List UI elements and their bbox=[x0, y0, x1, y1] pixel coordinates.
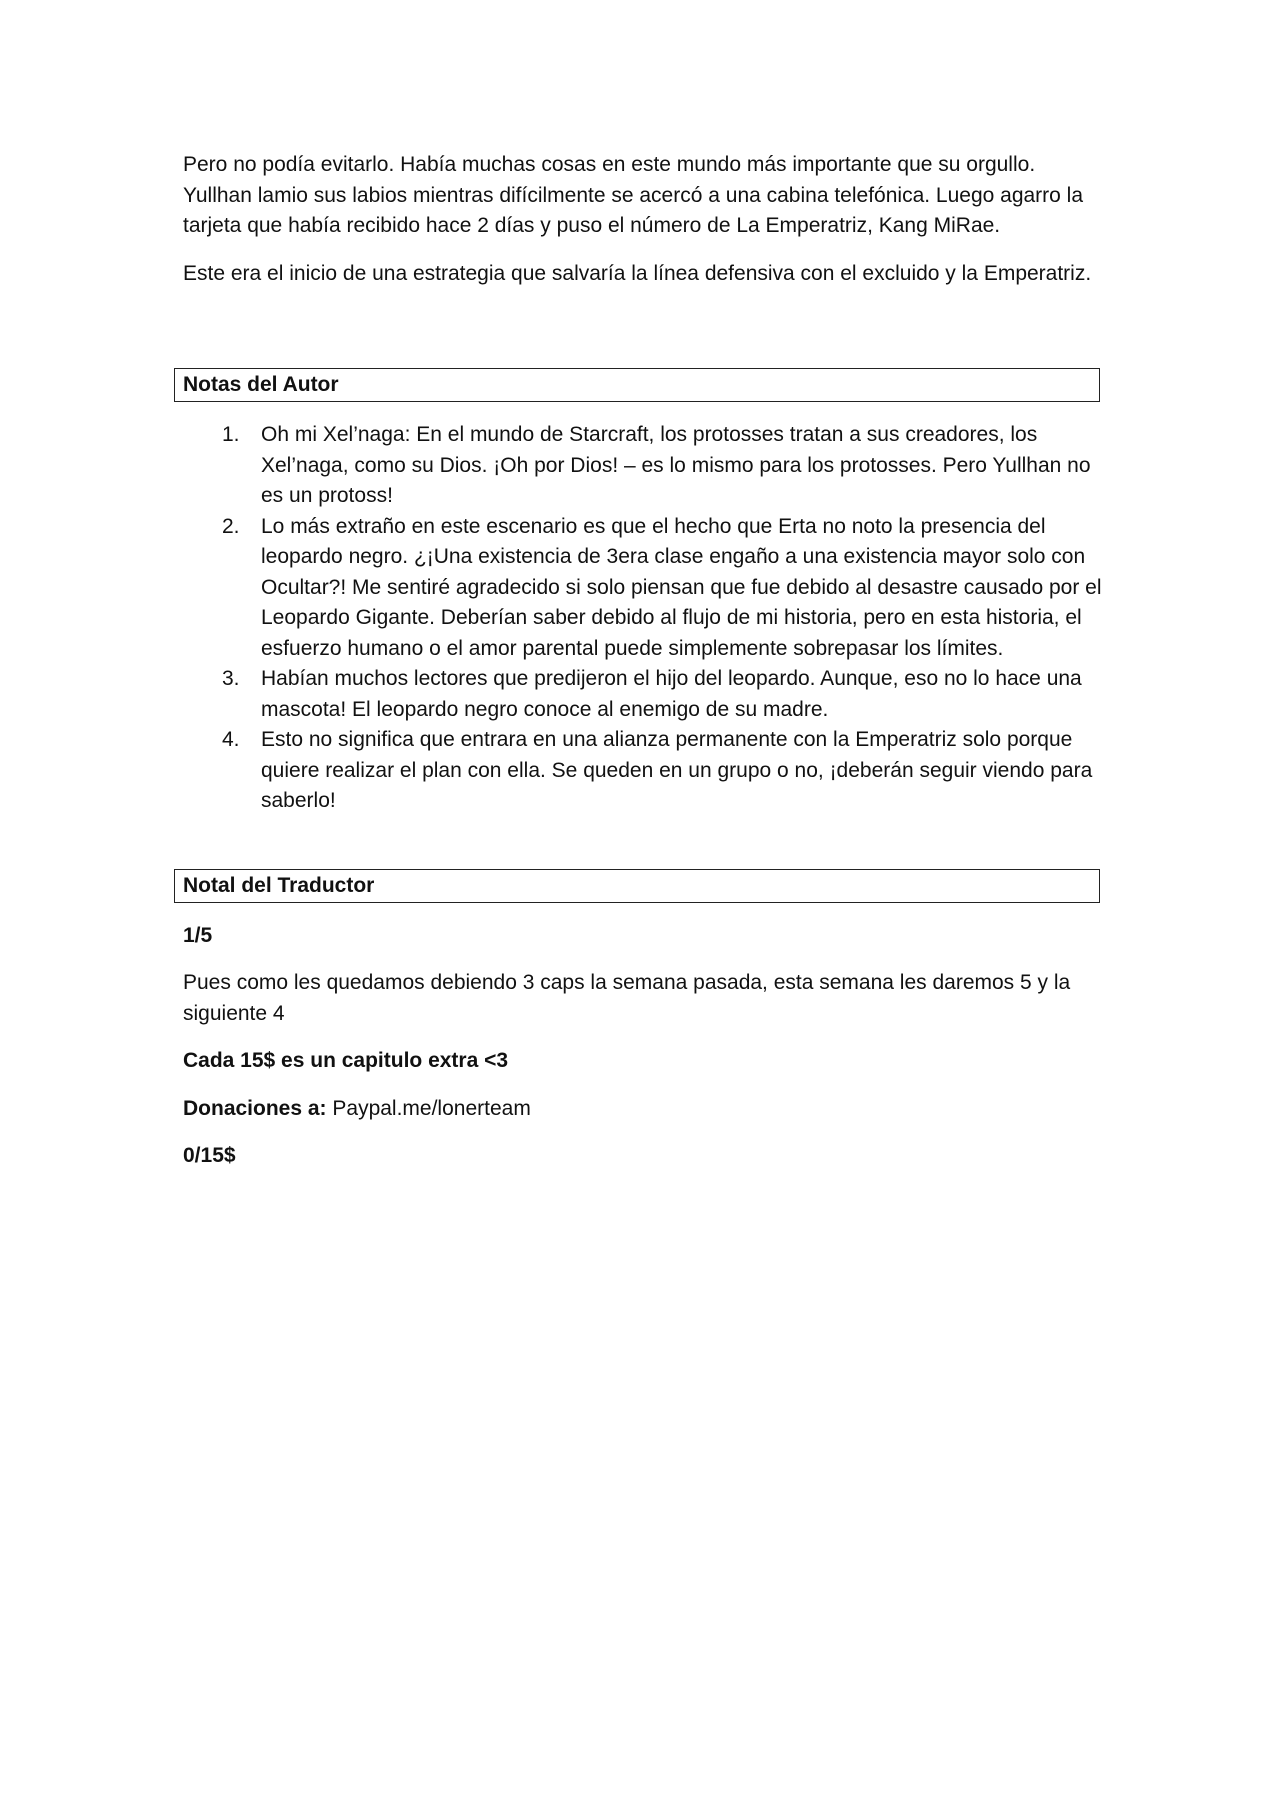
chapter-counter: 1/5 bbox=[183, 923, 213, 947]
list-item-text: Lo más extraño en este escenario es que el hecho que Erta no noto la presencia del leopardo negro. ¿¡Una existencia de 3era clase engaño a una existencia mayor solo con Ocultar?! Me sentiré agradecido si solo piensan que fue debido al desastre causado por el Leopardo Gigante. Deberían saber debido al flujo de mi historia, pero en esta historia, el esfuerzo humano o el amor parental puede simplemente sobrepasar los límites. bbox=[261, 514, 1102, 660]
list-item-text: Oh mi Xel’naga: En el mundo de Starcraft, los protosses tratan a sus creadores, los Xel’naga, como su Dios. ¡Oh por Dios! – es lo mismo para los protosses. Pero Yullhan no es un protoss! bbox=[261, 423, 1091, 507]
extra-chapter-note: Cada 15$ es un capitulo extra <3 bbox=[183, 1049, 509, 1072]
author-notes-heading: Notas del Autor bbox=[174, 368, 1100, 402]
list-item-number: 2. bbox=[222, 514, 240, 538]
list-item-number: 3. bbox=[222, 667, 240, 690]
donations-label: Donaciones a: bbox=[183, 1096, 327, 1120]
donations-line bbox=[183, 1094, 1103, 1125]
list-item-text: Esto no significa que entrara en una alianza permanente con la Emperatriz solo porque quiere realizar el plan con ella. Se queden en un grupo o no, ¡deberán seguir viendo para saberlo! bbox=[261, 728, 1093, 812]
intro-paragraph-1: Pero no podía evitarlo. Había muchas cosas en este mundo más importante que su orgullo. Yullhan lamio sus labios mientras difícilmente se acercó a una cabina telefónica. Luego agarro la tarjeta que había recibido hace 2 días y puso el número de La Emperatriz, Kang MiRae. bbox=[183, 153, 1084, 237]
donations-link[interactable]: Paypal.me/lonerteam bbox=[326, 1096, 531, 1120]
list-item bbox=[183, 725, 1103, 817]
list-item bbox=[183, 664, 1103, 725]
list-item-number: 1. bbox=[222, 423, 240, 446]
translator-notes-heading: Notal del Traductor bbox=[174, 869, 1100, 903]
donation-progress: 0/15$ bbox=[183, 1144, 236, 1167]
document-content bbox=[183, 150, 1103, 1189]
list-item-number: 4. bbox=[222, 728, 240, 751]
list-item bbox=[183, 420, 1103, 512]
intro-paragraph-2: Este era el inicio de una estrategia que salvaría la línea defensiva con el excluido y la Emperatriz. bbox=[183, 261, 1092, 285]
author-notes-list bbox=[183, 420, 1103, 817]
list-item bbox=[183, 512, 1103, 665]
translator-message: Pues como les quedamos debiendo 3 caps la semana pasada, esta semana les daremos 5 y la siguiente 4 bbox=[183, 971, 1071, 1025]
list-item-text: Habían muchos lectores que predijeron el hijo del leopardo. Aunque, eso no lo hace una mascota! El leopardo negro conoce al enemigo de su madre. bbox=[261, 667, 1082, 721]
